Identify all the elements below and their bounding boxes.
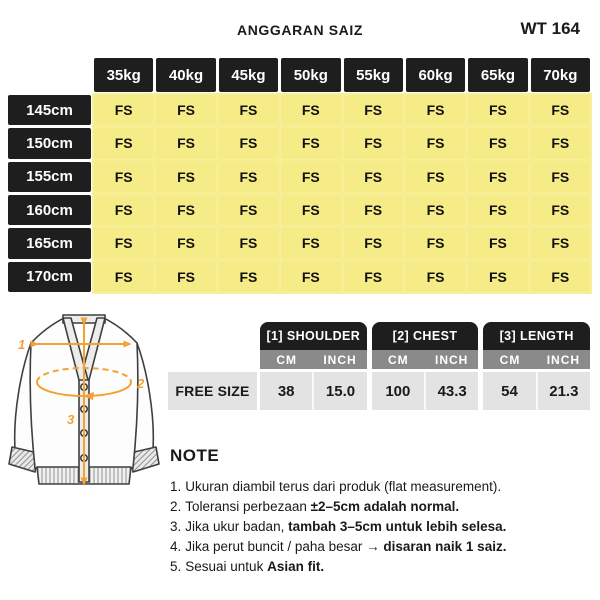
weight-header: 55kg xyxy=(344,58,403,92)
note-number: 3. xyxy=(170,519,182,534)
size-cell: FS xyxy=(156,262,215,292)
note-item xyxy=(170,497,590,517)
weight-header: 70kg xyxy=(531,58,590,92)
size-cell: FS xyxy=(281,262,340,292)
weight-header: 65kg xyxy=(468,58,527,92)
size-cell: FS xyxy=(468,95,527,125)
grid-corner xyxy=(8,58,91,92)
note-item xyxy=(170,517,590,537)
note-item xyxy=(170,537,590,557)
size-cell: FS xyxy=(344,262,403,292)
height-header: 160cm xyxy=(8,195,91,225)
value-inch: 15.0 xyxy=(312,372,366,410)
value-row xyxy=(483,372,590,410)
size-cell: FS xyxy=(406,195,465,225)
size-cell: FS xyxy=(344,128,403,158)
unit-inch-label: INCH xyxy=(435,352,469,367)
weight-header: 60kg xyxy=(406,58,465,92)
value-row xyxy=(372,372,479,410)
note-bold: Asian fit. xyxy=(267,559,325,574)
note-number: 5. xyxy=(170,559,182,574)
size-grid xyxy=(8,58,590,292)
measurement-group-shoulder xyxy=(260,322,367,410)
size-cell: FS xyxy=(219,262,278,292)
size-cell: FS xyxy=(531,162,590,192)
diagram-marker-2: 2 xyxy=(137,376,145,391)
size-cell: FS xyxy=(531,262,590,292)
note-text: Ukuran diambil terus dari produk (flat measurement). xyxy=(185,479,502,494)
size-cell: FS xyxy=(156,195,215,225)
size-cell: FS xyxy=(281,195,340,225)
page-title: ANGGARAN SAIZ xyxy=(236,22,364,38)
size-cell: FS xyxy=(94,128,153,158)
size-cell: FS xyxy=(94,195,153,225)
size-cell: FS xyxy=(531,128,590,158)
size-cell: FS xyxy=(281,95,340,125)
unit-cm-label: CM xyxy=(276,352,297,367)
unit-header-row xyxy=(260,350,367,369)
note-item xyxy=(170,477,590,497)
size-cell: FS xyxy=(281,162,340,192)
size-cell: FS xyxy=(468,128,527,158)
value-cm: 100 xyxy=(385,382,411,400)
unit-cm-label: CM xyxy=(499,352,521,367)
size-cell: FS xyxy=(281,128,340,158)
size-cell: FS xyxy=(219,195,278,225)
size-cell: FS xyxy=(344,195,403,225)
measurement-group-length xyxy=(483,322,590,410)
value-cm: 54 xyxy=(501,382,518,400)
size-cell: FS xyxy=(468,262,527,292)
unit-inch-label: INCH xyxy=(323,352,357,367)
size-cell: FS xyxy=(156,162,215,192)
size-cell: FS xyxy=(406,95,465,125)
size-cell: FS xyxy=(344,162,403,192)
size-cell: FS xyxy=(94,262,153,292)
unit-header-row xyxy=(483,350,590,369)
size-cell: FS xyxy=(219,95,278,125)
unit-header-row xyxy=(372,350,479,369)
value-cm: 38 xyxy=(277,382,295,400)
size-cell: FS xyxy=(406,128,465,158)
note-number: 4. xyxy=(170,539,182,554)
note-heading: NOTE xyxy=(170,446,220,465)
note-number: 2. xyxy=(170,499,182,514)
weight-header: 50kg xyxy=(281,58,340,92)
size-cell: FS xyxy=(344,228,403,258)
value-inch: 43.3 xyxy=(424,372,478,410)
size-cell: FS xyxy=(219,162,278,192)
note-text: Jika perut buncit / paha besar → xyxy=(185,539,384,554)
measurement-table xyxy=(260,322,590,410)
diagram-marker-1: 1 xyxy=(18,337,26,352)
height-header: 170cm xyxy=(8,262,91,292)
height-header: 145cm xyxy=(8,95,91,125)
size-cell: FS xyxy=(406,262,465,292)
size-cell: FS xyxy=(406,228,465,258)
size-cell: FS xyxy=(531,95,590,125)
measurement-group-chest xyxy=(372,322,479,410)
height-header: 150cm xyxy=(8,128,91,158)
size-cell: FS xyxy=(94,228,153,258)
size-cell: FS xyxy=(531,228,590,258)
diagram-marker-3: 3 xyxy=(67,412,75,427)
cardigan-diagram xyxy=(5,310,167,494)
size-cell: FS xyxy=(219,228,278,258)
size-cell: FS xyxy=(281,228,340,258)
height-header: 155cm xyxy=(8,162,91,192)
free-size-label: FREE SIZE xyxy=(168,372,257,410)
size-cell: FS xyxy=(468,228,527,258)
note-text: Toleransi perbezaan xyxy=(185,499,311,514)
size-cell: FS xyxy=(94,95,153,125)
size-cell: FS xyxy=(94,162,153,192)
size-cell: FS xyxy=(156,128,215,158)
note-bold: disaran naik 1 saiz. xyxy=(383,539,507,554)
note-list xyxy=(170,477,590,577)
value-inch: 21.3 xyxy=(536,372,590,410)
group-header: [3] LENGTH xyxy=(483,322,590,350)
note-item xyxy=(170,557,590,577)
note-text: Jika ukur badan, xyxy=(185,519,289,534)
height-header: 165cm xyxy=(8,228,91,258)
size-cell: FS xyxy=(468,195,527,225)
size-cell: FS xyxy=(344,95,403,125)
group-header: [2] CHEST xyxy=(372,322,479,350)
weight-header: 35kg xyxy=(94,58,153,92)
unit-cm-label: CM xyxy=(388,352,409,367)
product-code: WT 164 xyxy=(520,19,580,38)
group-header: [1] SHOULDER xyxy=(260,322,367,350)
size-cell: FS xyxy=(406,162,465,192)
note-number: 1. xyxy=(170,479,182,494)
size-cell: FS xyxy=(219,128,278,158)
size-cell: FS xyxy=(156,228,215,258)
weight-header: 45kg xyxy=(219,58,278,92)
unit-inch-label: INCH xyxy=(546,352,581,367)
weight-header: 40kg xyxy=(156,58,215,92)
value-row xyxy=(260,372,367,410)
size-cell: FS xyxy=(156,95,215,125)
note-bold: ±2–5cm adalah normal. xyxy=(310,499,460,514)
size-cell: FS xyxy=(468,162,527,192)
note-text: Sesuai untuk xyxy=(185,559,268,574)
size-cell: FS xyxy=(531,195,590,225)
note-bold: tambah 3–5cm untuk lebih selesa. xyxy=(288,519,507,534)
